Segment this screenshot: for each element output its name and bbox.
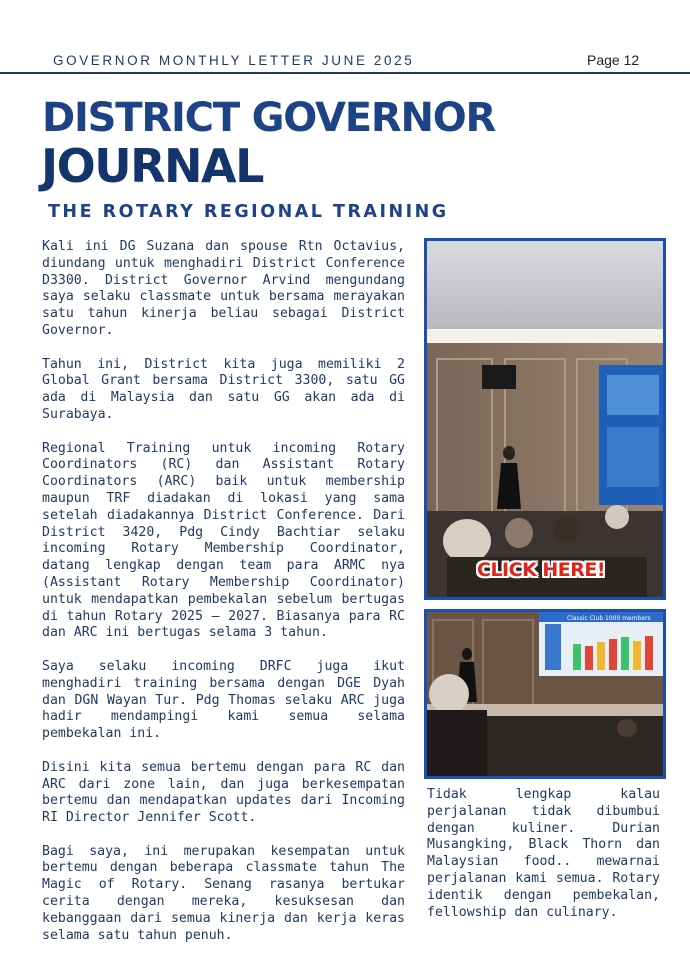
screen-chart-caption: Classic Club 1000 members <box>567 615 651 622</box>
paragraph: Tidak lengkap kalau perjalanan tidak dibumbui dengan kuliner. Durian Musangking, Black Thorn dan Malaysian food.. mewarnai perjalanan kami semua. Rotary identik dengan pembekalan, fellowship dan culinary. <box>427 787 660 920</box>
header-title: GOVERNOR MONTHLY LETTER JUNE 2025 <box>53 53 415 68</box>
journal-title-line1: DISTRICT GOVERNOR <box>42 95 496 141</box>
presentation-photo-illustration <box>427 612 663 776</box>
article-subtitle: THE ROTARY REGIONAL TRAINING <box>48 202 449 222</box>
page-number: Page 12 <box>587 52 640 68</box>
paragraph: Regional Training untuk incoming Rotary Coordinators (RC) dan Assistant Rotary Coordinators (ARC) baik untuk membership maupun TRF diadakan di lokasi yang sama setelah diadakannya District Conference. Dari District 3420, Pdg Cindy Bachtiar selaku incoming Rotary Membership Coordinator, datang lengkap dengan team para ARMC nya (Assistant Rotary Membership Coordinator) untuk mendapatkan pembekalan sebelum bertugas di tahun Rotary 2025 – 2027. Biasanya para RC dan ARC ini bertugas selama 3 tahun. <box>42 440 405 641</box>
paragraph: Saya selaku incoming DRFC juga ikut menghadiri training bersama dengan DGE Dyah dan DGN Wayan Tur. Pdg Thomas selaku ARC juga hadir mendampingi kami semua selama pembekalan ini. <box>42 658 405 742</box>
journal-title-line2: JOURNAL <box>41 139 263 193</box>
paragraph: Tahun ini, District kita juga memiliki 2 Global Grant bersama District 3300, satu GG ada di Malaysia dan satu GG akan ada di Surabaya. <box>42 356 405 422</box>
conference-video-photo[interactable] <box>424 238 666 600</box>
click-here-label[interactable]: CLICK HERE! <box>477 559 606 581</box>
paragraph: Disini kita semua bertemu dengan para RC dan ARC dari zone lain, dan juga berkesempatan bertemu dan mendapatkan updates dari Incoming RI Director Jennifer Scott. <box>42 759 405 826</box>
conference-photo-illustration <box>427 241 663 597</box>
paragraph: Kali ini DG Suzana dan spouse Rtn Octavius, diundang untuk menghadiri District Conference D3300. District Governor Arvind mengundang saya selaku classmate untuk bersama merayakan satu tahun kinerja beliau sebagai District Governor. <box>42 239 405 338</box>
left-text-column <box>42 239 405 961</box>
right-text-column <box>427 787 660 938</box>
paragraph: Bagi saya, ini merupakan kesempatan untuk bertemu dengan beberapa classmate tahun The Magic of Rotary. Senang rasanya bertukar cerita dengan mereka, kesuksesan dan kebanggaan dari semua kinerja dan kerja keras selama satu tahun penuh. <box>42 843 405 943</box>
header-divider <box>0 72 690 74</box>
presentation-photo <box>424 609 666 779</box>
